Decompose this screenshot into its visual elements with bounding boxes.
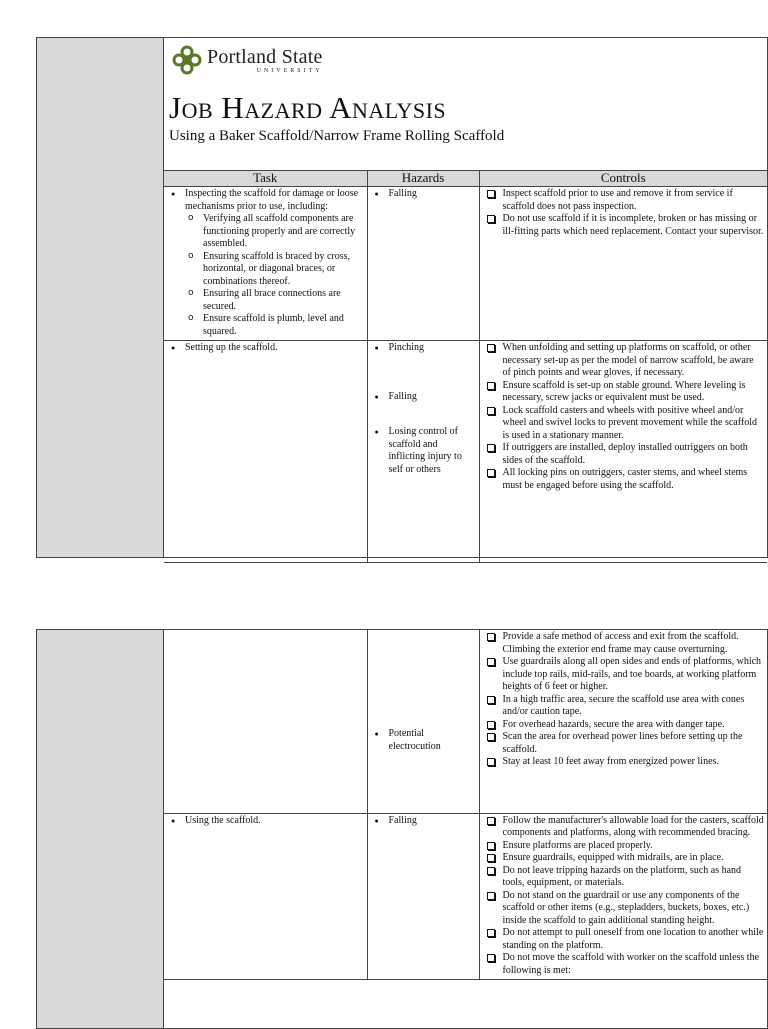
column-header-task: Task — [164, 171, 367, 187]
control-item: Lock scaffold casters and wheels with positive wheel and/or wheel and swivel locks to prevent movement while the scaffold is used in a stationary manner. — [483, 405, 765, 443]
table-row — [164, 187, 767, 341]
page-content — [164, 630, 767, 1028]
control-item: Inspect scaffold prior to use and remove it from service if scaffold does not pass inspection. — [483, 188, 765, 213]
subtask-item: o Ensuring all brace connections are secured. — [185, 288, 364, 313]
control-item: Do not use scaffold if it is incomplete, broken or has missing or ill-fitting parts which need replacement. Contact your supervisor. — [483, 213, 765, 238]
hazard-cell — [367, 813, 479, 980]
control-item: Scan the area for overhead power lines before setting up the scaffold. — [483, 731, 765, 756]
document-page-2 — [36, 629, 768, 1029]
control-item: When unfolding and setting up platforms on scaffold, or other necessary set-up as per the model of narrow scaffold, be aware of pinch points and wear gloves, if necessary. — [483, 342, 765, 380]
hazard-item: ● Potential electrocution — [371, 728, 476, 753]
control-item: Stay at least 10 feet away from energized power lines. — [483, 756, 765, 769]
document-subtitle: Using a Baker Scaffold/Narrow Frame Rolling Scaffold — [169, 128, 505, 144]
control-item: Do not leave tripping hazards on the platform, such as hand tools, equipment, or materials. — [483, 865, 765, 890]
task-item — [167, 188, 364, 338]
control-item: If outriggers are installed, deploy installed outriggers on both sides of the scaffold. — [483, 442, 765, 467]
psu-logo-icon — [171, 44, 203, 76]
control-item: Ensure scaffold is set-up on stable ground. Where leveling is necessary, screw jacks or equivalent must be used. — [483, 380, 765, 405]
left-margin-band — [37, 630, 164, 1028]
hazard-item: ● Falling — [371, 391, 476, 404]
task-item: ● Setting up the scaffold. — [167, 342, 364, 355]
logo-name: Portland State — [207, 45, 323, 68]
control-item: In a high traffic area, secure the scaffold use area with cones and/or caution tape. — [483, 694, 765, 719]
controls-cell — [479, 187, 767, 341]
control-item: Provide a safe method of access and exit from the scaffold. Climbing the exterior end frame may cause overturning. — [483, 631, 765, 656]
table-row — [164, 341, 767, 563]
left-margin-band — [37, 38, 164, 557]
document-header — [164, 38, 767, 170]
document-page-1 — [36, 37, 768, 558]
task-cell — [164, 813, 367, 980]
controls-cell — [479, 630, 767, 813]
task-cell — [164, 630, 367, 813]
table-row — [164, 630, 767, 813]
subtask-item: o Verifying all scaffold components are functioning properly and are correctly assembled. — [185, 213, 364, 251]
document-title: Job Hazard Analysis — [169, 90, 447, 125]
hazard-item: ● Falling — [371, 815, 476, 828]
column-header-hazards: Hazards — [367, 171, 479, 187]
hazard-cell — [367, 341, 479, 563]
hazard-cell — [367, 630, 479, 813]
control-item: Use guardrails along all open sides and ends of platforms, which include top rails, mid-rails, and toe boards, at working platform heights of 6 feet or higher. — [483, 656, 765, 694]
control-item: Do not move the scaffold with worker on the scaffold unless the following is met: — [483, 952, 765, 977]
logo-subtitle: UNIVERSITY — [256, 67, 323, 74]
hazard-item: ● Pinching — [371, 342, 476, 355]
hazard-item: ● Falling — [371, 188, 476, 201]
controls-cell — [479, 341, 767, 563]
control-item: Ensure guardrails, equipped with midrails, are in place. — [483, 852, 765, 865]
control-item: All locking pins on outriggers, caster stems, and wheel stems must be engaged before using the scaffold. — [483, 467, 765, 492]
task-cell — [164, 187, 367, 341]
control-item: For overhead hazards, secure the area with danger tape. — [483, 719, 765, 732]
column-header-controls: Controls — [479, 171, 767, 187]
table-row — [164, 813, 767, 980]
control-item: Do not attempt to pull oneself from one location to another while standing on the platform. — [483, 927, 765, 952]
page-content — [164, 38, 767, 557]
task-cell — [164, 341, 367, 563]
controls-cell — [479, 813, 767, 980]
table-header-row — [164, 171, 767, 187]
hazard-item: ● Losing control of scaffold and inflicting injury to self or others — [371, 426, 476, 476]
task-item: ● Using the scaffold. — [167, 815, 364, 828]
hazard-table — [164, 630, 767, 980]
control-item: Follow the manufacturer's allowable load for the casters, scaffold components and platforms, along with recommended bracing. — [483, 815, 765, 840]
task-text: Inspecting the scaffold for damage or loose mechanisms prior to use, including: — [185, 188, 359, 212]
subtask-item: o Ensuring scaffold is braced by cross, horizontal, or diagonal braces, or combinations thereof. — [185, 251, 364, 289]
hazard-cell — [367, 187, 479, 341]
hazard-table — [164, 170, 767, 563]
control-item: Do not stand on the guardrail or use any components of the scaffold or other items (e.g., stepladders, buckets, boxes, etc.) inside the scaffold to gain additional standing height. — [483, 890, 765, 928]
control-item: Ensure platforms are placed properly. — [483, 840, 765, 853]
psu-logo — [171, 44, 767, 76]
subtask-item: o Ensure scaffold is plumb, level and squared. — [185, 313, 364, 338]
